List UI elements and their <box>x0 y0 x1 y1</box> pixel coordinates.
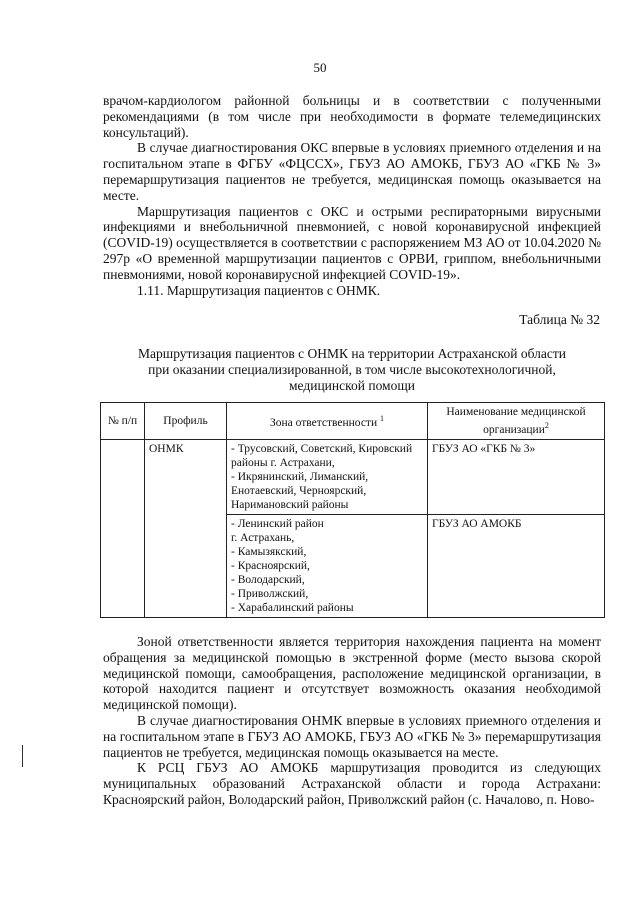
routing-table <box>100 402 605 618</box>
cell-profile: ОНМК <box>145 439 227 617</box>
paragraph: Маршрутизация пациентов с ОКС и острыми респираторными вирусными инфекциями и внебольничной пневмонией, с новой коронавирусной инфекцией (COVID-19) осуществляется в соответствии с распоряжением МЗ АО от 10.04.2020 № 297р «О временной маршрутизации пациентов с ОРВИ, гриппом, внебольничными пневмониями, новой коронавирусной инфекцией COVID-19». <box>103 203 601 282</box>
table-header-row <box>101 403 605 440</box>
paragraph: В случае диагностирования ОКС впервые в условиях приемного отделения и на госпитальном этапе в ФГБУ «ФЦССХ», ГБУЗ АО АМОКБ, ГБУЗ АО «ГКБ № 3» перемаршрутизация пациентов не требуется, медицинская помощь оказывается на месте. <box>103 140 601 203</box>
top-text-block <box>103 93 601 298</box>
paragraph: врачом-кардиологом районной больницы и в соответствии с полученными рекомендациями (в том числе при необходимости в формате телемедицинских консультаций). <box>103 93 601 140</box>
header-num: № п/п <box>101 403 145 440</box>
table-row <box>101 439 605 514</box>
caption-line: при оказании специализированной, в том числе высокотехнологичной, <box>148 361 556 377</box>
header-zone: Зона ответственности $^1$ <box>227 403 428 440</box>
table-number: Таблица № 32 <box>519 312 600 327</box>
cell-num <box>101 439 145 617</box>
footnote-mark: 1 <box>380 414 384 423</box>
caption-line: Маршрутизация пациентов с ОНМК на территории Астраханской области <box>138 346 566 361</box>
cell-org: ГБУЗ АО АМОКБ <box>428 514 605 617</box>
header-org: Наименование медицинской организации$^2$ <box>428 403 605 440</box>
header-profile: Профиль <box>145 403 227 440</box>
paragraph: В случае диагностирования ОНМК впервые в условиях приемного отделения и на госпитальном этапе в ГБУЗ АО АМОКБ, ГБУЗ АО «ГКБ № 3» перемаршрутизация пациентов не требуется, медицинская помощь оказывается на месте. <box>103 712 601 760</box>
caption-line: медицинской помощи <box>289 377 415 393</box>
footnote-mark: 2 <box>544 421 549 430</box>
section-heading: 1.11. Маршрутизация пациентов с ОНМК. <box>137 282 381 298</box>
paragraph: Зоной ответственности является территория нахождения пациента на момент обращения за медицинской помощью в экстренной форме (место вызова скорой медицинской помощи, самообращения, расположение медицинской организации, в которой находится пациент и отсутствует возможность оказания необходимой медицинской помощи). <box>103 634 601 713</box>
table-caption <box>103 346 601 393</box>
paragraph: К РСЦ ГБУЗ АО АМОКБ маршрутизация проводится из следующих муниципальных образований Астраханской области и города Астрахани: Красноярский район, Володарский район, Приволжский район (с. Началово, п. Ново- <box>103 760 601 807</box>
bottom-text-block <box>103 634 601 808</box>
cell-org: ГБУЗ АО «ГКБ № 3» <box>428 439 605 514</box>
cell-zone: - Ленинский район г. Астрахань, - Камызякский, - Красноярский, - Володарский, - Приволжский, - Харабалинский районы <box>227 514 428 617</box>
page-number: 50 <box>313 60 327 75</box>
cell-zone: - Трусовский, Советский, Кировский районы г. Астрахани, - Икрянинский, Лиманский, Енотаевский, Черноярский, Наримановский районы <box>227 439 428 514</box>
scan-margin-mark <box>22 745 23 767</box>
